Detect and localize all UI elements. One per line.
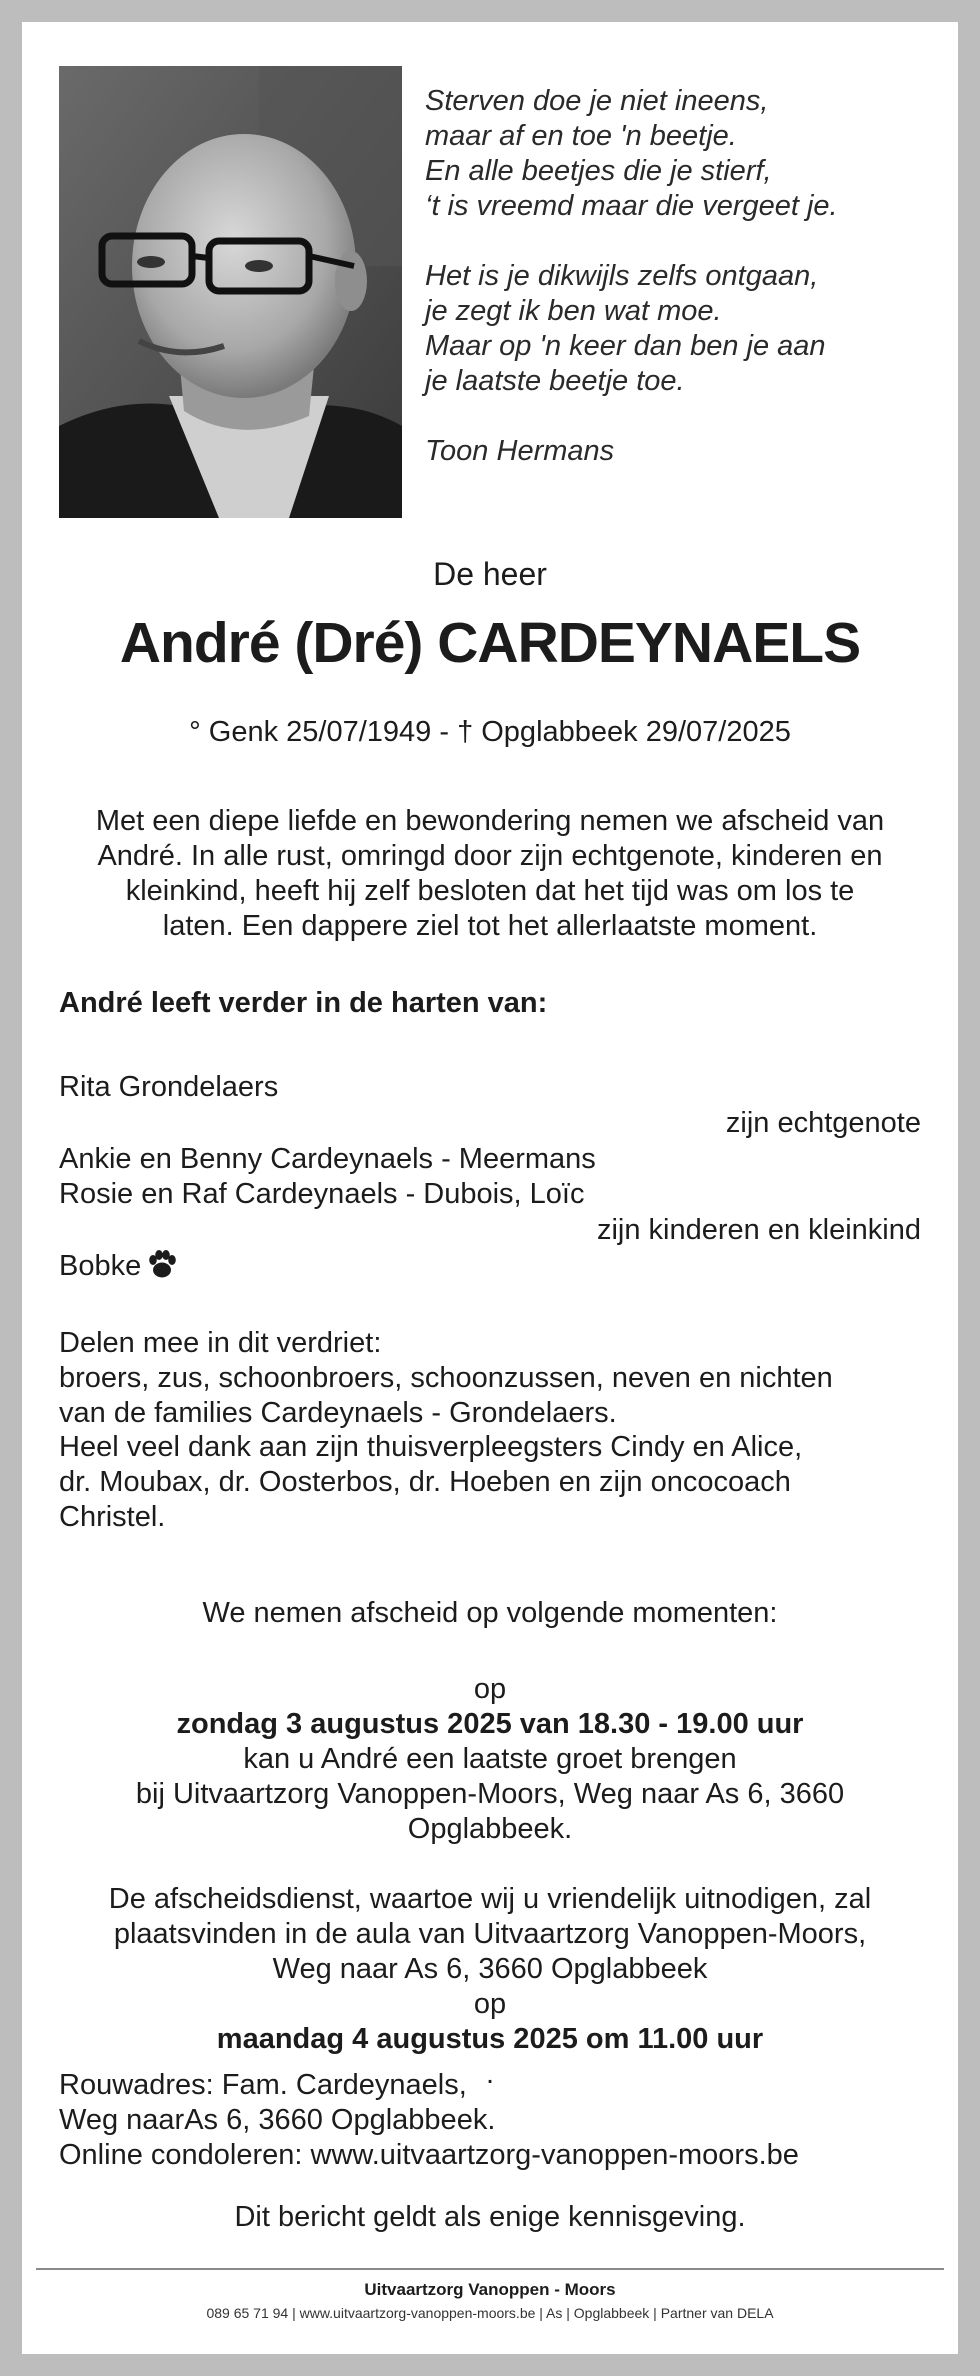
address-paragraph	[59, 2068, 921, 2173]
share-grief-line: Delen mee in dit verdriet:	[59, 1327, 382, 1359]
service-line-1: De afscheidsdienst, waartoe wij u vriendelijk uitnodigen, zal	[108, 1883, 872, 1915]
poem-stanza-2	[425, 259, 838, 399]
visitation-line-4: Opglabbeek.	[407, 1813, 573, 1845]
poem-line: Het is je dikwijls zelfs ontgaan,	[425, 260, 819, 292]
spouse-role: zijn echtgenote	[725, 1107, 921, 1139]
visitation-line-2: kan u André een laatste groet brengen	[243, 1743, 737, 1775]
poem-author: Toon Hermans	[425, 435, 615, 467]
children-role: zijn kinderen en kleinkind	[596, 1214, 921, 1246]
footer-details: 089 65 71 94 | www.uitvaartzorg-vanoppen-moors.be | As | Opglabbeek | Partner van DELA	[206, 2305, 774, 2321]
visitation-line-1	[59, 1672, 921, 1742]
service-datetime: maandag 4 augustus 2025 om 11.00 uur	[216, 2023, 764, 2055]
title-prefix: De heer	[433, 556, 547, 592]
visitation-line-3: bij Uitvaartzorg Vanoppen-Moors, Weg naar As 6, 3660	[135, 1778, 845, 1810]
address-line: Rouwadres: Fam. Cardeynaels,	[59, 2069, 467, 2101]
intro-line: André. In alle rust, omringd door zijn echtgenote, kinderen en	[97, 840, 883, 872]
poem-line: ‘t is vreemd maar die vergeet je.	[425, 190, 838, 222]
deceased-name: André (Dré) CARDEYNAELS	[119, 611, 861, 675]
child-family-1: Ankie en Benny Cardeynaels - Meermans	[59, 1143, 596, 1175]
service-suffix: .	[485, 2058, 495, 2090]
lives-on-header: André leeft verder in de harten van:	[59, 987, 548, 1019]
poem-stanza-1	[425, 84, 838, 224]
poem-line: En alle beetjes die je stierf,	[425, 155, 772, 187]
portrait-photo	[59, 66, 402, 518]
intro-line: laten. Een dappere ziel tot het allerlaatste moment.	[162, 910, 818, 942]
condolence-link[interactable]: Online condoleren: www.uitvaartzorg-vanoppen-moors.be	[59, 2139, 799, 2171]
intro-paragraph	[59, 804, 921, 944]
obituary-card	[22, 22, 958, 2354]
address-line: Weg naarAs 6, 3660 Opglabbeek.	[59, 2104, 496, 2136]
footer-company: Uitvaartzorg Vanoppen - Moors	[364, 2280, 616, 2299]
share-grief-line: van de families Cardeynaels - Grondelaers.	[59, 1397, 617, 1429]
poem	[425, 84, 838, 469]
thanks-line: Heel veel dank aan zijn thuisverpleegsters Cindy en Alice,	[59, 1431, 803, 1463]
intro-line: kleinkind, heeft hij zelf besloten dat het tijd was om los te	[125, 875, 855, 907]
thanks-line: Christel.	[59, 1501, 166, 1533]
intro-line: Met een diepe liefde en bewondering nemen we afscheid van	[95, 805, 885, 837]
service-line-2: plaatsvinden in de aula van Uitvaartzorg Vanoppen-Moors,	[113, 1918, 867, 1950]
poem-line: je zegt ik ben wat moe.	[425, 295, 722, 327]
paw-icon	[145, 1249, 179, 1279]
pet-name: Bobke	[59, 1250, 142, 1282]
pet-entry	[59, 1249, 921, 1284]
service-paragraph	[59, 1882, 921, 2092]
visitation-datetime: zondag 3 augustus 2025 van 18.30 - 19.00 uur	[176, 1708, 804, 1740]
poem-line: je laatste beetje toe.	[425, 365, 685, 397]
share-grief-line: broers, zus, schoonbroers, schoonzussen, neven en nichten	[59, 1362, 833, 1394]
birth-death-dates: ° Genk 25/07/1949 - † Opglabbeek 29/07/2025	[189, 716, 791, 748]
poem-line: Sterven doe je niet ineens,	[425, 85, 769, 117]
farewell-heading: We nemen afscheid op volgende momenten:	[202, 1597, 778, 1629]
poem-line: maar af en toe 'n beetje.	[425, 120, 737, 152]
visitation-prefix: op	[473, 1673, 507, 1705]
child-family-2: Rosie en Raf Cardeynaels - Dubois, Loïc	[59, 1178, 585, 1210]
share-grief-paragraph	[59, 1326, 921, 1431]
footer-divider	[36, 2268, 944, 2270]
notice-text: Dit bericht geldt als enige kennisgeving.	[234, 2201, 746, 2233]
poem-line: Maar op 'n keer dan ben je aan	[425, 330, 826, 362]
visitation-paragraph	[59, 1672, 921, 1847]
service-line-3: Weg naar As 6, 3660 Opglabbeek	[272, 1953, 708, 1985]
thanks-line: dr. Moubax, dr. Oosterbos, dr. Hoeben en zijn oncocoach	[59, 1466, 791, 1498]
spouse-name: Rita Grondelaers	[59, 1071, 279, 1103]
thanks-paragraph	[59, 1430, 921, 1535]
service-prefix: op	[473, 1988, 507, 2020]
